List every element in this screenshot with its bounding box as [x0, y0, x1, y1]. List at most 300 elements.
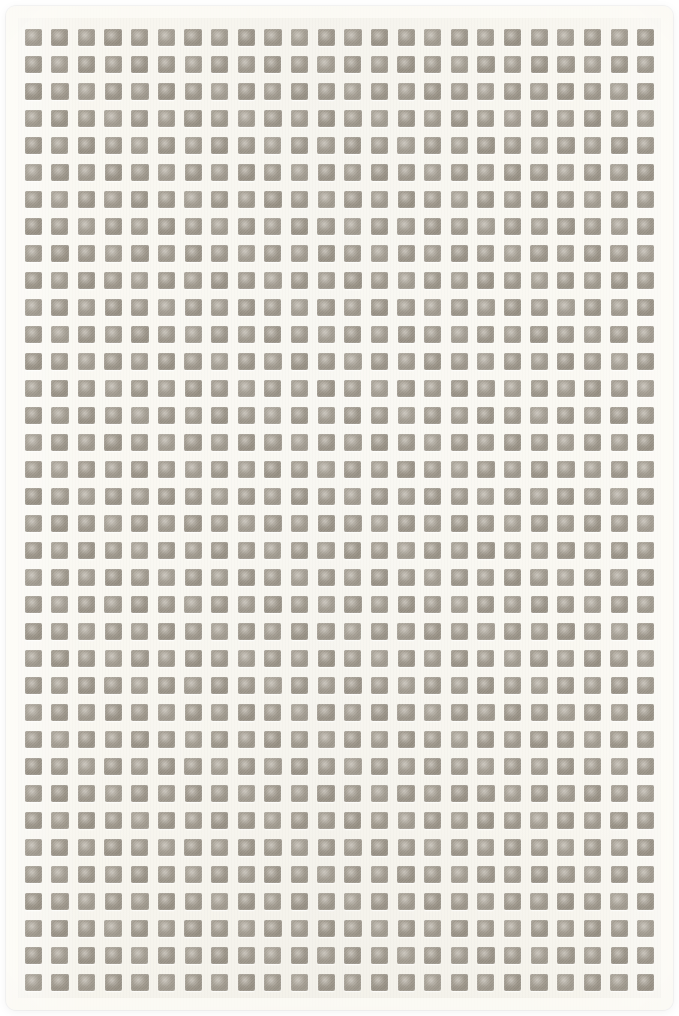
square-motif: [264, 812, 281, 829]
square-motif: [264, 380, 281, 397]
square-motif: [451, 596, 468, 613]
square-motif: [238, 866, 256, 884]
square-motif: [584, 218, 601, 235]
square-motif: [451, 488, 469, 506]
square-motif: [131, 407, 149, 425]
square-motif: [637, 758, 654, 775]
square-motif: [318, 839, 335, 856]
square-motif: [424, 407, 441, 424]
square-motif: [291, 920, 308, 937]
square-motif: [25, 272, 43, 290]
square-motif: [78, 731, 95, 748]
square-motif: [637, 353, 654, 370]
square-motif: [398, 596, 415, 613]
square-motif: [637, 974, 654, 991]
square-motif: [531, 866, 548, 883]
square-motif: [318, 812, 335, 829]
square-motif: [611, 191, 628, 208]
square-motif: [610, 83, 628, 101]
square-motif: [557, 461, 575, 479]
square-motif: [584, 623, 601, 640]
square-motif: [291, 434, 308, 451]
square-motif: [424, 650, 441, 667]
motif-row: [20, 348, 659, 375]
square-motif: [291, 677, 308, 694]
square-motif: [78, 947, 96, 965]
square-motif: [477, 164, 494, 181]
square-motif: [238, 569, 255, 586]
square-motif: [424, 866, 441, 883]
square-motif: [611, 515, 628, 532]
square-motif: [344, 326, 361, 343]
square-motif: [451, 650, 469, 668]
square-motif: [185, 137, 202, 154]
square-motif: [291, 299, 308, 316]
square-motif: [477, 56, 495, 74]
square-motif: [105, 623, 122, 640]
square-motif: [158, 272, 175, 289]
square-motif: [158, 812, 175, 829]
square-motif: [344, 920, 362, 938]
square-motif: [584, 407, 601, 424]
square-motif: [531, 623, 548, 640]
square-motif: [131, 731, 149, 749]
square-motif: [424, 893, 441, 910]
square-motif: [477, 137, 495, 155]
square-motif: [451, 353, 468, 370]
square-motif: [611, 56, 628, 73]
square-motif: [185, 218, 202, 235]
square-motif: [451, 137, 468, 154]
square-motif: [158, 650, 175, 667]
square-motif: [610, 812, 628, 830]
square-motif: [530, 83, 548, 101]
square-motif: [185, 299, 202, 316]
square-motif: [531, 515, 548, 532]
square-motif: [398, 758, 415, 775]
square-motif: [557, 407, 574, 424]
square-motif: [158, 434, 175, 451]
motif-row: [20, 861, 659, 888]
square-motif: [105, 407, 122, 424]
square-motif: [264, 137, 281, 154]
square-motif: [531, 461, 548, 478]
square-motif: [184, 920, 202, 938]
square-motif: [557, 920, 574, 937]
square-motif: [25, 704, 42, 721]
square-motif: [25, 353, 43, 371]
square-motif: [158, 596, 175, 613]
square-motif: [291, 515, 308, 532]
square-motif: [264, 110, 282, 128]
square-motif: [451, 29, 468, 46]
motif-row: [20, 510, 659, 537]
square-motif: [504, 893, 521, 910]
square-motif: [398, 974, 415, 991]
square-motif: [611, 920, 628, 937]
square-motif: [424, 56, 441, 73]
square-motif: [51, 110, 68, 127]
square-motif: [637, 407, 654, 424]
square-motif: [637, 515, 654, 532]
square-motif: [477, 596, 494, 613]
square-motif: [78, 677, 95, 694]
square-motif: [504, 947, 521, 964]
square-motif: [504, 731, 521, 748]
square-motif: [211, 434, 228, 451]
square-motif: [584, 326, 601, 343]
square-motif: [105, 812, 122, 829]
square-motif: [477, 326, 494, 343]
square-motif: [264, 515, 282, 533]
square-motif: [531, 785, 548, 802]
square-motif: [264, 974, 281, 991]
square-motif: [371, 731, 389, 749]
square-motif: [611, 947, 628, 964]
square-motif: [451, 866, 468, 883]
square-motif: [637, 380, 655, 398]
square-motif: [610, 488, 628, 506]
square-motif: [344, 704, 361, 721]
square-motif: [504, 29, 522, 47]
square-motif: [504, 299, 521, 316]
square-motif: [397, 866, 415, 884]
square-motif: [584, 542, 601, 559]
square-motif: [637, 110, 654, 127]
square-motif: [291, 839, 308, 856]
square-motif: [105, 569, 122, 586]
square-motif: [424, 218, 441, 235]
square-motif: [184, 758, 202, 776]
square-motif: [504, 785, 521, 802]
square-motif: [238, 110, 255, 127]
motif-row: [20, 942, 659, 969]
square-motif: [344, 488, 361, 505]
square-motif: [344, 542, 361, 559]
square-motif: [611, 596, 628, 613]
square-motif: [398, 920, 415, 937]
square-motif: [211, 245, 229, 263]
square-motif: [238, 893, 255, 910]
square-motif: [105, 893, 122, 910]
motif-row: [20, 294, 659, 321]
motif-row: [20, 969, 659, 996]
square-motif: [344, 299, 361, 316]
square-motif: [238, 407, 255, 424]
square-motif: [211, 974, 229, 992]
square-motif: [211, 488, 229, 506]
square-motif: [530, 326, 548, 344]
motif-row: [20, 375, 659, 402]
square-motif: [531, 56, 548, 73]
motif-row: [20, 834, 659, 861]
square-motif: [131, 515, 148, 532]
square-motif: [264, 704, 281, 721]
square-motif: [318, 272, 335, 289]
square-motif: [531, 704, 548, 721]
square-motif: [451, 920, 468, 937]
square-motif: [344, 893, 361, 910]
square-motif: [25, 731, 42, 748]
square-motif: [238, 326, 255, 343]
square-motif: [610, 731, 628, 749]
square-motif: [238, 731, 255, 748]
square-motif: [611, 758, 628, 775]
square-motif: [584, 380, 601, 397]
square-motif: [211, 164, 229, 182]
square-motif: [451, 218, 468, 235]
square-motif: [238, 704, 256, 722]
square-motif: [211, 29, 228, 46]
square-motif: [185, 785, 202, 802]
square-motif: [451, 164, 469, 182]
square-motif: [504, 515, 522, 533]
square-motif: [25, 974, 42, 991]
square-motif: [264, 866, 281, 883]
square-motif: [317, 461, 335, 479]
square-motif: [185, 542, 202, 559]
square-motif: [557, 353, 574, 370]
square-motif: [131, 137, 148, 154]
square-motif: [451, 515, 468, 532]
square-motif: [238, 245, 255, 262]
square-motif: [318, 164, 335, 181]
square-motif: [238, 920, 255, 937]
square-motif: [451, 569, 469, 587]
square-motif: [477, 920, 494, 937]
square-motif: [51, 299, 68, 316]
square-motif: [424, 731, 441, 748]
square-motif: [318, 677, 335, 694]
square-motif: [51, 56, 68, 73]
square-motif: [424, 110, 442, 128]
square-motif: [371, 380, 388, 397]
square-motif: [211, 920, 228, 937]
square-motif: [51, 650, 69, 668]
square-motif: [291, 650, 309, 668]
square-motif: [25, 461, 42, 478]
square-motif: [78, 110, 95, 127]
square-motif: [504, 839, 522, 857]
square-motif: [131, 839, 148, 856]
square-motif: [477, 947, 495, 965]
square-motif: [398, 83, 415, 100]
square-motif: [185, 326, 202, 343]
square-motif: [611, 29, 628, 46]
square-motif: [264, 272, 282, 290]
square-motif: [104, 191, 122, 209]
square-motif: [264, 569, 281, 586]
square-motif: [557, 623, 575, 641]
square-motif: [211, 596, 228, 613]
square-motif: [264, 542, 281, 559]
square-motif: [51, 353, 68, 370]
square-motif: [531, 191, 548, 208]
square-motif: [25, 380, 42, 397]
square-motif: [51, 380, 68, 397]
square-motif: [477, 29, 494, 46]
square-motif: [291, 137, 308, 154]
square-motif: [158, 542, 176, 560]
square-motif: [504, 488, 521, 505]
square-motif: [78, 218, 96, 236]
square-motif: [611, 461, 628, 478]
square-motif: [424, 29, 442, 47]
square-motif: [238, 785, 256, 803]
square-motif: [318, 515, 335, 532]
square-motif: [264, 785, 281, 802]
square-motif: [264, 407, 281, 424]
square-motif: [477, 515, 494, 532]
square-motif: [105, 461, 122, 478]
square-motif: [371, 866, 388, 883]
square-motif: [158, 947, 176, 965]
square-motif: [291, 29, 308, 46]
square-motif: [238, 380, 256, 398]
square-motif: [637, 677, 654, 694]
square-motif: [610, 245, 628, 263]
square-motif: [344, 650, 361, 667]
square-motif: [477, 893, 494, 910]
square-motif: [424, 920, 442, 938]
square-motif: [78, 866, 96, 884]
square-motif: [530, 488, 548, 506]
square-motif: [318, 974, 335, 991]
square-motif: [371, 353, 388, 370]
square-motif: [477, 245, 494, 262]
square-motif: [131, 110, 148, 127]
motif-row: [20, 915, 659, 942]
square-motif: [158, 164, 175, 181]
square-motif: [158, 515, 175, 532]
square-motif: [611, 299, 628, 316]
square-motif: [398, 326, 415, 343]
square-motif: [291, 569, 309, 587]
square-motif: [371, 785, 388, 802]
square-motif: [584, 515, 602, 533]
square-motif: [397, 299, 415, 317]
square-motif: [504, 866, 521, 883]
square-motif: [398, 677, 415, 694]
square-motif: [238, 461, 256, 479]
square-motif: [611, 623, 628, 640]
square-motif: [504, 353, 522, 371]
square-motif: [131, 704, 148, 721]
square-motif: [51, 515, 68, 532]
square-motif: [424, 299, 441, 316]
square-motif: [477, 542, 495, 560]
square-motif: [131, 488, 149, 506]
motif-row: [20, 24, 659, 51]
square-motif: [557, 110, 574, 127]
square-motif: [318, 191, 335, 208]
square-motif: [25, 110, 43, 128]
square-motif: [25, 569, 42, 586]
square-motif: [557, 245, 574, 262]
square-motif: [344, 947, 361, 964]
motif-row: [20, 240, 659, 267]
square-motif: [78, 812, 95, 829]
square-motif: [51, 704, 68, 721]
square-motif: [531, 272, 548, 289]
square-motif: [131, 461, 148, 478]
square-motif: [211, 272, 228, 289]
square-motif: [557, 731, 574, 748]
square-motif: [584, 974, 601, 991]
square-motif: [504, 56, 521, 73]
square-motif: [185, 866, 202, 883]
square-motif: [398, 110, 415, 127]
square-motif: [637, 596, 654, 613]
square-motif: [105, 299, 122, 316]
square-motif: [184, 110, 202, 128]
square-motif: [51, 218, 68, 235]
square-motif: [264, 326, 281, 343]
square-motif: [398, 164, 415, 181]
square-motif: [78, 164, 95, 181]
square-motif: [584, 596, 602, 614]
square-motif: [158, 245, 175, 262]
square-motif: [344, 677, 362, 695]
square-motif: [584, 137, 601, 154]
square-motif: [104, 353, 122, 371]
square-motif: [211, 947, 228, 964]
square-motif: [371, 515, 388, 532]
motif-row: [20, 672, 659, 699]
square-motif: [424, 785, 441, 802]
motif-row: [20, 591, 659, 618]
square-motif: [211, 218, 228, 235]
square-motif: [531, 542, 548, 559]
square-motif: [451, 704, 468, 721]
square-motif: [104, 596, 122, 614]
square-motif: [264, 461, 281, 478]
square-motif: [584, 650, 601, 667]
square-motif: [371, 623, 388, 640]
square-motif: [584, 812, 601, 829]
square-motif: [211, 407, 229, 425]
square-motif: [291, 785, 308, 802]
square-motif: [557, 218, 575, 236]
square-motif: [344, 380, 361, 397]
motif-row: [20, 618, 659, 645]
square-motif: [131, 56, 148, 73]
square-motif: [451, 272, 468, 289]
square-motif: [451, 56, 468, 73]
square-motif: [398, 812, 415, 829]
square-motif: [131, 623, 148, 640]
square-motif: [584, 569, 601, 586]
square-motif: [371, 137, 388, 154]
square-motif: [158, 407, 175, 424]
square-motif: [211, 812, 229, 830]
square-motif: [584, 110, 602, 128]
square-motif: [611, 272, 628, 289]
square-motif: [158, 461, 176, 479]
square-motif: [397, 380, 415, 398]
square-motif: [158, 704, 176, 722]
square-motif: [131, 569, 149, 587]
square-motif: [557, 299, 575, 317]
square-motif: [238, 974, 255, 991]
square-motif: [637, 272, 654, 289]
square-motif: [584, 56, 601, 73]
square-motif: [25, 947, 42, 964]
square-motif: [291, 272, 308, 289]
square-motif: [291, 947, 308, 964]
square-motif: [291, 407, 309, 425]
square-motif: [584, 947, 601, 964]
